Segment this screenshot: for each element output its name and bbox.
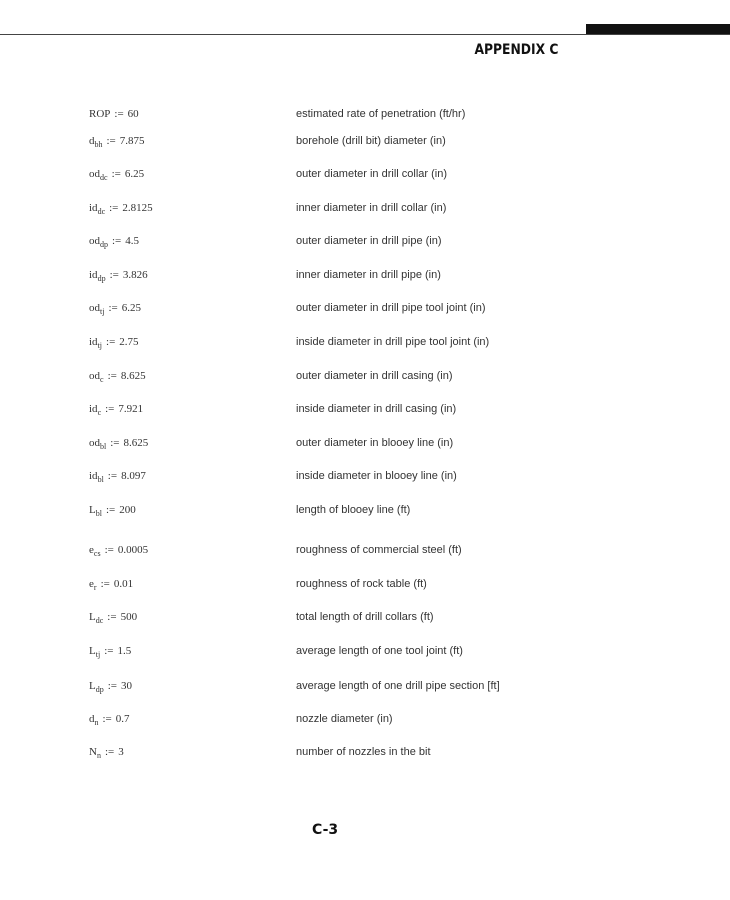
variable-row bbox=[0, 437, 730, 457]
variable-name: L bbox=[89, 680, 96, 692]
variable-definition bbox=[89, 437, 148, 449]
variable-row bbox=[0, 269, 730, 289]
variable-value: 0.7 bbox=[115, 713, 130, 725]
variable-description: outer diameter in drill collar (in) bbox=[296, 168, 447, 180]
variable-value: 3 bbox=[118, 746, 124, 758]
variable-value: 8.625 bbox=[120, 370, 146, 382]
variable-name: e bbox=[89, 578, 94, 590]
variable-name: od bbox=[89, 437, 100, 449]
assign-operator: := bbox=[104, 544, 114, 556]
variable-description: nozzle diameter (in) bbox=[296, 713, 393, 725]
variable-row bbox=[0, 470, 730, 490]
variable-subscript: bl bbox=[100, 442, 107, 451]
variable-name: id bbox=[89, 202, 98, 214]
variable-subscript: bh bbox=[94, 140, 103, 149]
variable-value: 1.5 bbox=[117, 645, 132, 657]
assign-operator: := bbox=[104, 746, 115, 758]
variable-name: id bbox=[89, 470, 98, 482]
variable-description: inside diameter in drill casing (in) bbox=[296, 403, 457, 415]
assign-operator: := bbox=[100, 578, 110, 590]
variable-subscript: r bbox=[93, 583, 97, 592]
assign-operator: := bbox=[109, 202, 119, 214]
variable-definition bbox=[89, 680, 132, 692]
variable-subscript: c bbox=[97, 408, 102, 417]
variable-definition bbox=[89, 403, 143, 415]
variable-value: 3.826 bbox=[122, 269, 148, 281]
variable-row bbox=[0, 336, 730, 356]
variable-description: outer diameter in drill casing (in) bbox=[296, 370, 453, 382]
variable-name: id bbox=[89, 269, 98, 281]
variable-definition bbox=[89, 611, 137, 623]
variable-subscript: dp bbox=[95, 685, 104, 694]
variable-value: 500 bbox=[120, 611, 138, 623]
variable-row bbox=[0, 235, 730, 255]
assign-operator: := bbox=[107, 470, 118, 482]
variable-subscript: tj bbox=[100, 307, 105, 316]
variable-definition bbox=[89, 336, 139, 348]
variable-subscript: dp bbox=[97, 274, 106, 283]
variable-description: length of blooey line (ft) bbox=[296, 504, 411, 516]
variable-row bbox=[0, 578, 730, 598]
variable-description: outer diameter in drill pipe (in) bbox=[296, 235, 442, 247]
variable-name: id bbox=[89, 403, 98, 415]
variable-name: od bbox=[89, 302, 100, 314]
variable-value: 6.25 bbox=[121, 302, 141, 314]
variable-name: L bbox=[89, 645, 96, 657]
assign-operator: := bbox=[110, 437, 120, 449]
variable-name: id bbox=[89, 336, 98, 348]
variable-value: 4.5 bbox=[125, 235, 140, 247]
variable-definition bbox=[89, 504, 136, 516]
variable-value: 0.01 bbox=[113, 578, 134, 590]
variable-row bbox=[0, 202, 730, 222]
variable-definition bbox=[89, 578, 133, 590]
variable-row bbox=[0, 680, 730, 700]
variable-subscript: bl bbox=[95, 509, 102, 518]
variable-definition bbox=[89, 269, 148, 281]
variable-name: ROP bbox=[89, 108, 111, 120]
variable-definition bbox=[89, 713, 130, 725]
variable-description: inside diameter in drill pipe tool joint (in) bbox=[296, 336, 490, 348]
assign-operator: := bbox=[112, 235, 122, 247]
variable-value: 200 bbox=[119, 504, 136, 516]
variable-description: outer diameter in drill pipe tool joint (in) bbox=[296, 302, 486, 314]
variable-subscript: dp bbox=[100, 240, 108, 249]
variable-definition bbox=[89, 135, 145, 147]
variable-row bbox=[0, 611, 730, 631]
variable-value: 2.75 bbox=[119, 336, 139, 348]
variable-subscript: bl bbox=[97, 475, 104, 484]
assign-operator: := bbox=[105, 504, 116, 516]
variable-subscript: tj bbox=[97, 341, 103, 350]
variable-name: e bbox=[89, 544, 94, 556]
variable-row bbox=[0, 746, 730, 766]
variable-name: L bbox=[89, 611, 96, 623]
header-rule bbox=[0, 34, 730, 35]
variable-value: 30 bbox=[121, 680, 132, 692]
variable-name: d bbox=[89, 713, 95, 725]
variable-value: 7.921 bbox=[118, 403, 144, 415]
variable-definition bbox=[89, 645, 131, 657]
assign-operator: := bbox=[106, 336, 116, 348]
variable-row bbox=[0, 504, 730, 524]
variable-definition bbox=[89, 544, 148, 556]
assign-operator: := bbox=[104, 645, 114, 657]
variable-description: total length of drill collars (ft) bbox=[296, 611, 434, 623]
variable-value: 0.0005 bbox=[117, 544, 149, 556]
variable-definition bbox=[89, 108, 139, 120]
variable-subscript: tj bbox=[95, 650, 101, 659]
variable-subscript: n bbox=[94, 718, 99, 727]
variable-definition bbox=[89, 470, 146, 482]
appendix-title: APPENDIX C bbox=[474, 42, 558, 58]
variable-value: 60 bbox=[127, 108, 139, 120]
variable-description: roughness of rock table (ft) bbox=[296, 578, 427, 590]
variable-row bbox=[0, 168, 730, 188]
assign-operator: := bbox=[107, 680, 117, 692]
variable-description: roughness of commercial steel (ft) bbox=[296, 544, 462, 556]
variable-description: outer diameter in blooey line (in) bbox=[296, 437, 454, 449]
variable-description: estimated rate of penetration (ft/hr) bbox=[296, 108, 466, 120]
variable-row bbox=[0, 302, 730, 322]
variable-row bbox=[0, 645, 730, 665]
variable-name: N bbox=[89, 746, 97, 758]
assign-operator: := bbox=[102, 713, 112, 725]
variable-value: 8.097 bbox=[121, 470, 146, 482]
page-number: C-3 bbox=[312, 822, 339, 838]
variable-definition bbox=[89, 302, 141, 314]
variable-row bbox=[0, 108, 730, 128]
variable-name: od bbox=[89, 235, 100, 247]
variable-subscript: dc bbox=[100, 173, 108, 182]
variable-row bbox=[0, 135, 730, 155]
variable-definition bbox=[89, 168, 144, 180]
assign-operator: := bbox=[107, 370, 117, 382]
variable-value: 8.625 bbox=[123, 437, 149, 449]
assign-operator: := bbox=[106, 135, 116, 147]
variable-description: inner diameter in drill collar (in) bbox=[296, 202, 447, 214]
variable-row bbox=[0, 370, 730, 390]
variable-value: 6.25 bbox=[124, 168, 145, 180]
variable-name: d bbox=[89, 135, 95, 147]
variable-description: average length of one tool joint (ft) bbox=[296, 645, 463, 657]
variable-name: L bbox=[89, 504, 96, 516]
assign-operator: := bbox=[114, 108, 124, 120]
assign-operator: := bbox=[108, 302, 118, 314]
variable-definition bbox=[89, 746, 124, 758]
variable-description: inside diameter in blooey line (in) bbox=[296, 470, 457, 482]
variable-subscript: dc bbox=[95, 616, 104, 625]
variable-row bbox=[0, 713, 730, 733]
variable-description: borehole (drill bit) diameter (in) bbox=[296, 135, 446, 147]
variable-description: number of nozzles in the bit bbox=[296, 746, 431, 758]
assign-operator: := bbox=[107, 611, 117, 623]
assign-operator: := bbox=[105, 403, 115, 415]
assign-operator: := bbox=[111, 168, 121, 180]
variable-definition bbox=[89, 370, 146, 382]
variable-definition bbox=[89, 235, 139, 247]
variable-name: od bbox=[89, 370, 100, 382]
variable-description: average length of one drill pipe section [ft] bbox=[296, 680, 500, 692]
assign-operator: := bbox=[109, 269, 119, 281]
variable-row bbox=[0, 544, 730, 564]
variable-subscript: cs bbox=[93, 549, 101, 558]
variable-description: inner diameter in drill pipe (in) bbox=[296, 269, 441, 281]
variable-value: 7.875 bbox=[119, 135, 145, 147]
variable-value: 2.8125 bbox=[122, 202, 153, 214]
variable-subscript: dc bbox=[97, 207, 106, 216]
variable-row bbox=[0, 403, 730, 423]
variable-name: od bbox=[89, 168, 100, 180]
variable-subscript: c bbox=[100, 375, 104, 384]
variable-definition bbox=[89, 202, 153, 214]
variable-subscript: n bbox=[96, 751, 101, 760]
